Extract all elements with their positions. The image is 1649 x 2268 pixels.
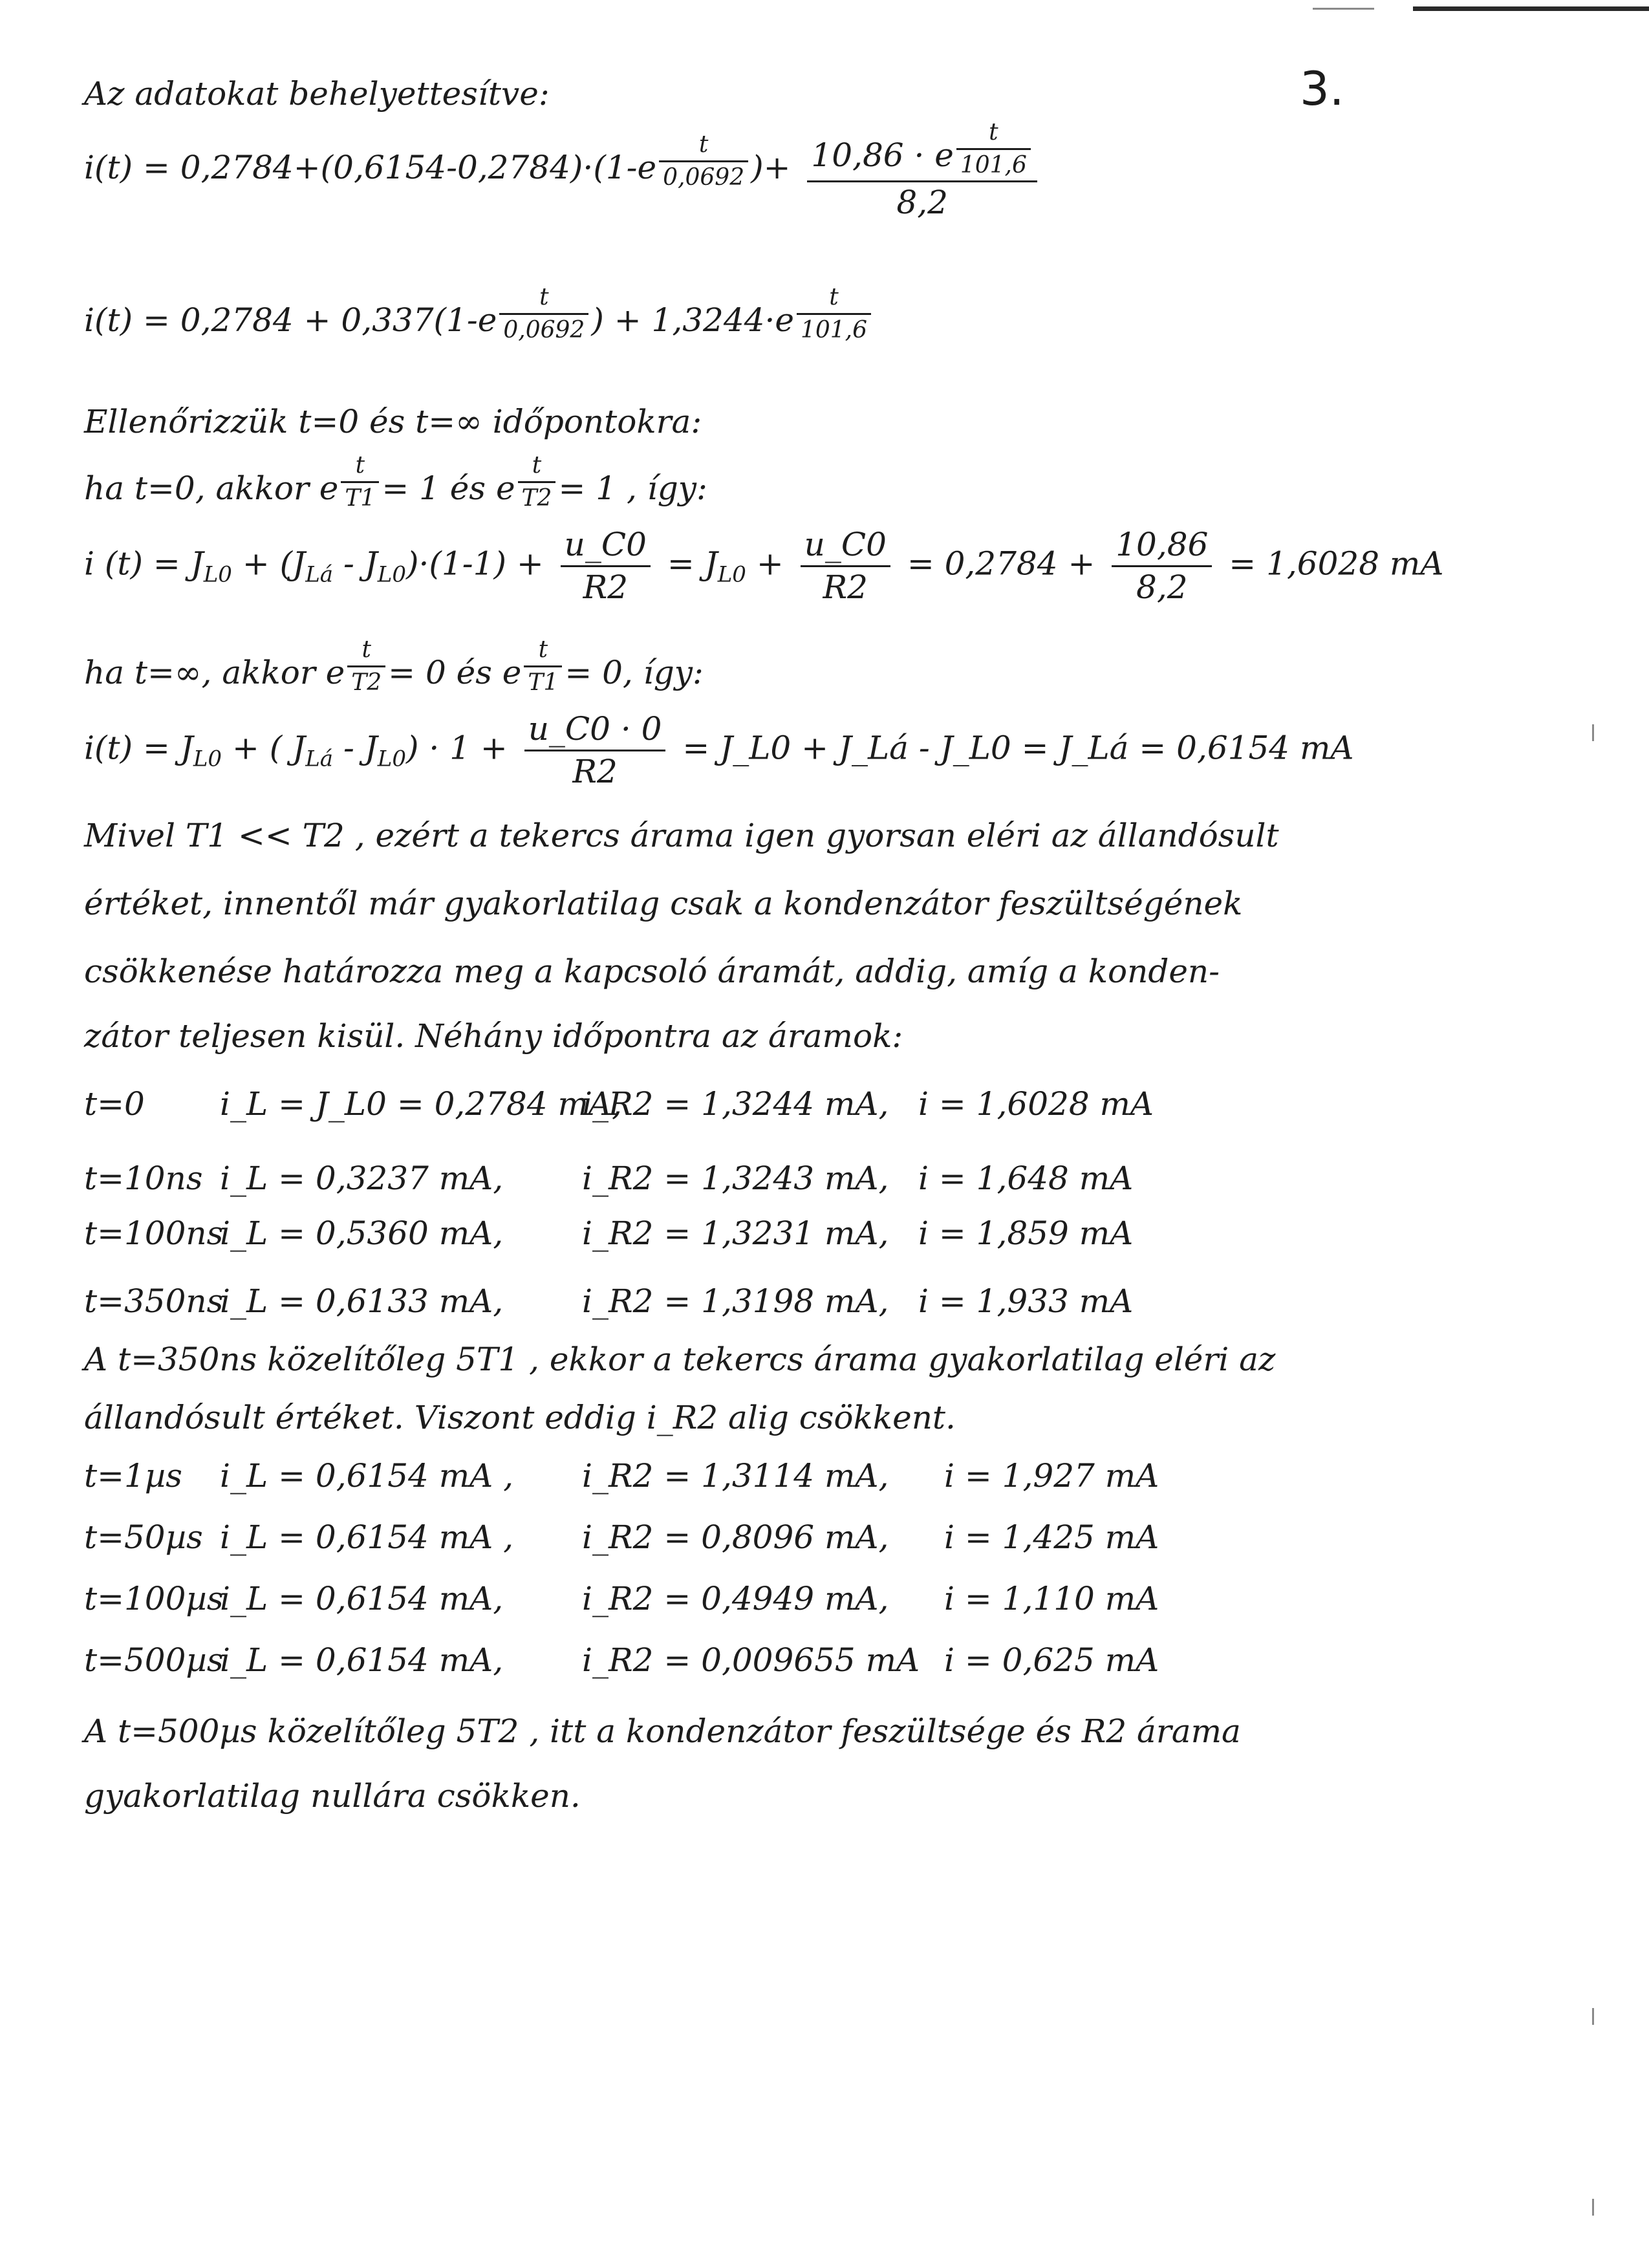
eq2-exp1-den: 0,0692 (499, 313, 588, 343)
eq3-sub1: L0 (203, 561, 232, 588)
row-iL: i_L = 0,6154 mA, (220, 1580, 504, 1617)
case-tinf (84, 637, 704, 695)
case-t0 (84, 453, 707, 511)
eq1-exponent (659, 132, 748, 190)
eq3-f3-den: 8,2 (1112, 565, 1212, 605)
eq3-f: = 0,2784 + (907, 545, 1095, 583)
equation-2 (84, 285, 874, 343)
current-row (84, 1284, 1133, 1319)
eq4-frac (524, 711, 666, 790)
eq3-sub4: L0 (717, 561, 746, 588)
eq3-sub3: L0 (377, 561, 407, 588)
row-i: i = 1,933 mA (918, 1282, 1134, 1320)
eq1-frac-den: 8,2 (807, 180, 1037, 221)
row-time: t=50µs (84, 1518, 203, 1556)
eq4-sub1: L0 (193, 746, 222, 772)
row-i: i = 0,625 mA (944, 1641, 1159, 1679)
equation-3 (84, 527, 1443, 605)
eq2-lhs: i(t) = 0,2784 + 0,337(1-e (84, 301, 497, 339)
row-time: t=1µs (84, 1457, 182, 1495)
para2-line: A t=350ns közelítőleg 5T1 , ekkor a tekercs árama gyakorlatilag eléri az (84, 1341, 1276, 1378)
eq1-fraction (807, 120, 1037, 221)
row-time: t=100µs (84, 1580, 224, 1617)
eq3-a: + (J (242, 545, 306, 583)
caseinf-mid: = 0 és e (388, 653, 522, 691)
eq3-frac1 (561, 527, 651, 605)
row-time: t=0 (84, 1085, 145, 1123)
eq3-result: = 1,6028 mA (1229, 545, 1444, 583)
row-iR2: i_R2 = 1,3231 mA, (582, 1215, 889, 1252)
row-iL: i_L = 0,6154 mA, (220, 1641, 504, 1679)
caseinf-pre: ha t=∞, akkor e (84, 653, 345, 691)
eq2-exp1-num: t (539, 284, 549, 310)
equation-4 (84, 711, 1354, 790)
eq3-c: )·(1-1) + (406, 545, 544, 583)
eq4-c: ) · 1 + (406, 729, 508, 767)
current-row (84, 1581, 1159, 1617)
scan-edge-line (1413, 6, 1649, 11)
caseinf-exp1-den: T2 (347, 665, 385, 696)
case0-exp2-num: t (532, 452, 542, 479)
row-iL: i_L = 0,6133 mA, (220, 1282, 504, 1320)
current-row (84, 1520, 1159, 1555)
eq4-pre: i(t) = J (84, 729, 193, 767)
eq4-f-den: R2 (524, 750, 666, 790)
case0-exp2-den: T2 (518, 481, 556, 512)
current-row (84, 1458, 1159, 1494)
eq3-d: = J (667, 545, 718, 583)
scan-mark (1592, 2199, 1594, 2216)
caseinf-post: = 0, így: (565, 653, 704, 691)
intro-line: Az adatokat behelyettesítve: (84, 75, 550, 113)
row-i: i = 1,6028 mA (918, 1085, 1154, 1123)
eq2-exp2-den: 101,6 (797, 313, 871, 343)
row-iL: i_L = 0,3237 mA, (220, 1160, 504, 1197)
row-iR2: i_R2 = 1,3198 mA, (582, 1282, 889, 1320)
equation-1 (84, 120, 1044, 221)
case0-exp1-num: t (355, 452, 365, 479)
row-iL: i_L = 0,6154 mA , (220, 1518, 514, 1556)
eq3-pre: i (t) = J (84, 545, 204, 583)
eq4-a: + ( J (232, 729, 306, 767)
eq3-f3-num: 10,86 (1116, 526, 1209, 563)
caseinf-exp2-den: T1 (524, 665, 562, 696)
eq2-exp2-num: t (829, 284, 839, 310)
eq1-exp-num: t (698, 131, 709, 158)
para2-line: állandósult értéket. Viszont eddig i_R2 alig csökkent. (84, 1399, 956, 1436)
page-number: 3. (1300, 61, 1344, 116)
eq3-frac3 (1112, 527, 1212, 605)
row-time: t=500µs (84, 1641, 224, 1679)
eq4-sub3: L0 (377, 746, 407, 772)
eq4-f-num: u_C0 · 0 (528, 710, 662, 748)
row-iR2: i_R2 = 0,009655 mA (582, 1641, 920, 1679)
row-i: i = 1,110 mA (944, 1580, 1159, 1617)
current-row (84, 1643, 1159, 1678)
eq4-sub2: Lá (305, 746, 334, 772)
eq3-f2-num: u_C0 (804, 526, 887, 563)
eq3-sub2: Lá (305, 561, 334, 588)
eq4-result: = J_L0 + J_Lá - J_L0 = J_Lá = 0,6154 mA (682, 729, 1354, 767)
eq1-lhs: i(t) = 0,2784+(0,6154-0,2784)·(1-e (84, 149, 657, 187)
row-time: t=350ns (84, 1282, 224, 1320)
case0-exp1-den: T1 (341, 481, 379, 512)
current-row (84, 1216, 1133, 1251)
para1-line: Mivel T1 << T2 , ezért a tekercs árama igen gyorsan eléri az állandósult (84, 817, 1279, 854)
eq2-mid: ) + 1,3244·e (591, 301, 794, 339)
caseinf-exp1-num: t (361, 636, 371, 663)
row-iR2: i_R2 = 1,3114 mA, (582, 1457, 889, 1495)
row-iL: i_L = 0,6154 mA , (220, 1457, 514, 1495)
eq3-f2-den: R2 (801, 565, 890, 605)
row-iR2: i_R2 = 1,3243 mA, (582, 1160, 889, 1197)
row-i: i = 1,927 mA (944, 1457, 1159, 1495)
row-time: t=100ns (84, 1215, 224, 1252)
para1-line: értéket, innentől már gyakorlatilag csak a kondenzátor feszültségének (84, 885, 1243, 922)
scan-mark (1592, 2008, 1594, 2025)
para1-line: csökkenése határozza meg a kapcsoló áramát, addig, amíg a konden- (84, 953, 1220, 990)
row-i: i = 1,859 mA (918, 1215, 1134, 1252)
row-iR2: i_R2 = 0,8096 mA, (582, 1518, 889, 1556)
eq3-f1-den: R2 (561, 565, 651, 605)
row-iL: i_L = J_L0 = 0,2784 mA, (220, 1085, 622, 1123)
para1-line: zátor teljesen kisül. Néhány időpontra az áramok: (84, 1017, 903, 1055)
row-iR2: i_R2 = 1,3244 mA, (582, 1085, 889, 1123)
eq3-frac2 (801, 527, 890, 605)
eq3-f1-num: u_C0 (564, 526, 647, 563)
scan-mark (1592, 724, 1594, 741)
para3-line: gyakorlatilag nullára csökken. (84, 1777, 581, 1815)
row-iR2: i_R2 = 0,4949 mA, (582, 1580, 889, 1617)
row-iL: i_L = 0,5360 mA, (220, 1215, 504, 1252)
eq4-b: - J (343, 729, 378, 767)
eq1-exp-den: 0,0692 (659, 160, 748, 191)
eq1-mid: )+ (751, 149, 791, 187)
row-i: i = 1,425 mA (944, 1518, 1159, 1556)
eq1-frac-num: 10,86 · e (811, 136, 954, 174)
case0-mid: = 1 és e (382, 469, 515, 507)
para3-line: A t=500µs közelítőleg 5T2 , itt a kondenzátor feszültsége és R2 árama (84, 1712, 1241, 1750)
scan-mark (1313, 8, 1374, 10)
eq1-frac-exp-den: 101,6 (956, 148, 1031, 178)
current-row (84, 1086, 1154, 1122)
eq3-e: + (756, 545, 784, 583)
case0-post: = 1 , így: (558, 469, 707, 507)
eq3-b: - J (343, 545, 378, 583)
row-time: t=10ns (84, 1160, 203, 1197)
eq1-frac-exp-num: t (989, 119, 998, 146)
check-heading: Ellenőrizzük t=0 és t=∞ időpontokra: (84, 403, 702, 440)
current-row (84, 1161, 1133, 1196)
case0-pre: ha t=0, akkor e (84, 469, 339, 507)
caseinf-exp2-num: t (538, 636, 548, 663)
row-i: i = 1,648 mA (918, 1160, 1134, 1197)
